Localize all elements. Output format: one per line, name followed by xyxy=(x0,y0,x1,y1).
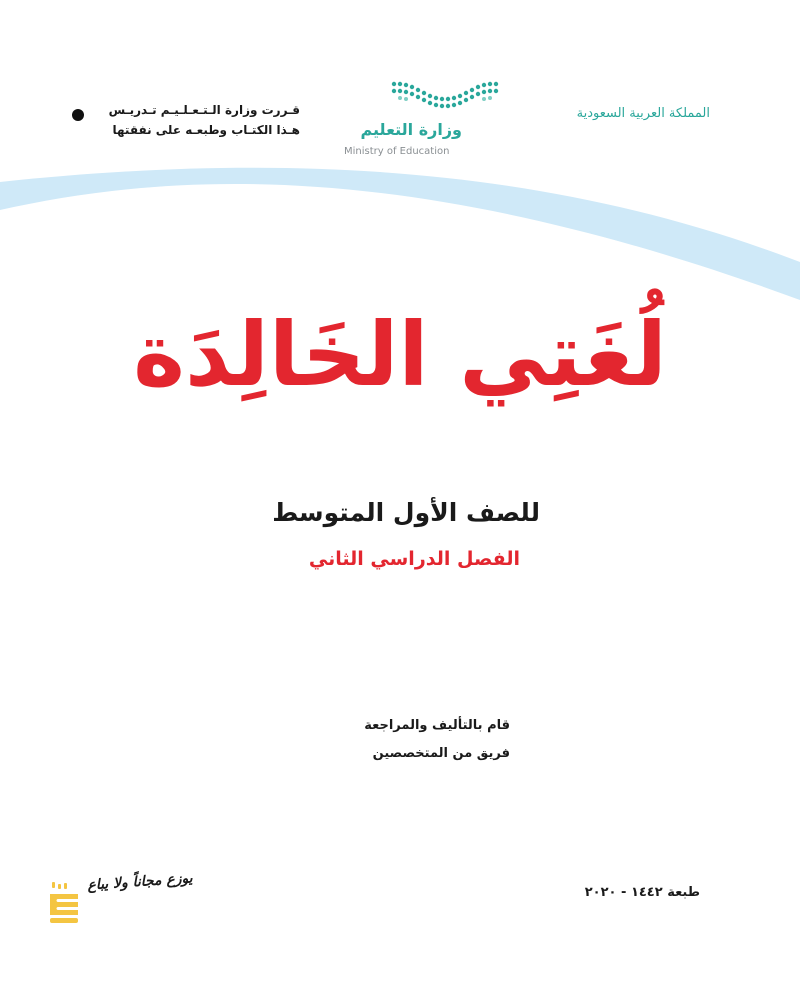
ministry-name-arabic: وزارة التعليم xyxy=(360,120,462,139)
grade-level: للصف الأول المتوسط xyxy=(272,498,540,527)
authors-line-2: فريق من المتخصصين xyxy=(372,746,510,761)
authors-credit xyxy=(290,712,510,768)
ministry-logo-icon xyxy=(390,76,502,112)
ministry-name-english: Ministry of Education xyxy=(344,146,450,157)
bullet-icon xyxy=(72,109,84,121)
free-distribution-note: يوزع مجاناً ولا يباع xyxy=(86,870,194,894)
approval-notice xyxy=(70,100,300,140)
kingdom-label: المملكة العربية السعودية xyxy=(576,106,710,121)
approval-line-1: قـررت وزارة الـتـعـلـيـم تـدريـس xyxy=(108,103,300,117)
edition-label: طبعة ١٤٤٢ - ٢٠٢٠ xyxy=(584,885,700,900)
approval-line-2: هـذا الكتـاب وطبعـه على نفقتها xyxy=(112,123,300,137)
authors-line-1: قام بالتأليف والمراجعة xyxy=(364,718,510,733)
distribution-logo-icon xyxy=(44,882,84,928)
book-title: لُغَتِي الخَالِدَة xyxy=(133,303,667,406)
semester-label: الفصل الدراسي الثاني xyxy=(308,548,520,570)
ministry-logo xyxy=(330,76,500,161)
